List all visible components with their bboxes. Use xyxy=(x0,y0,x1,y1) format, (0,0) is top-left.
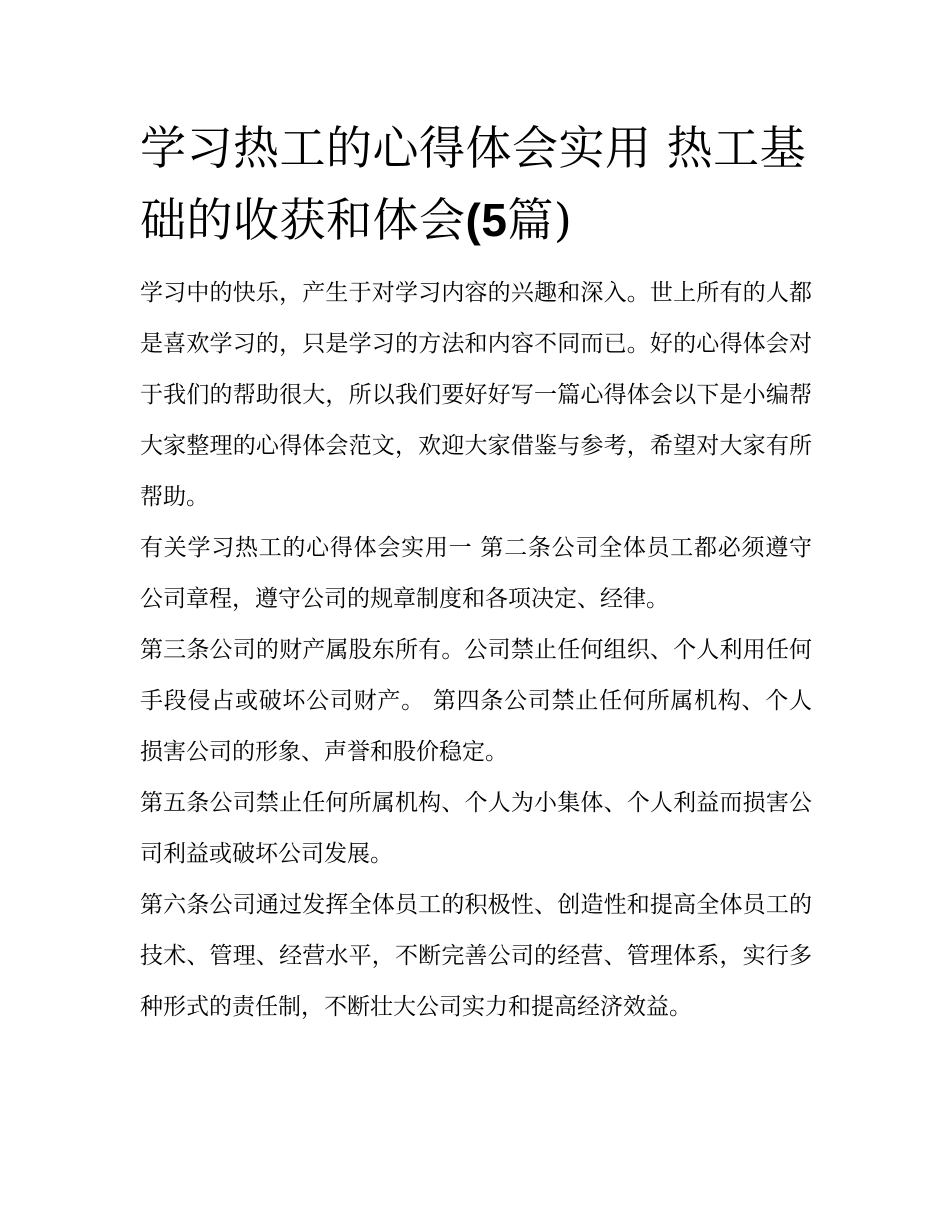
document-title xyxy=(140,112,812,256)
intro-paragraph: 学习中的快乐，产生于对学习内容的兴趣和深入。世上所有的人都是喜欢学习的，只是学习的方法和内容不同而已。好的心得体会对于我们的帮助很大，所以我们要好好写一篇心得体会以下是小编帮大家整理的心得体会范文，欢迎大家借鉴与参考，希望对大家有所帮助。 xyxy=(140,280,812,510)
title-spacer xyxy=(140,256,812,268)
document-content xyxy=(140,112,812,1033)
body-paragraph: 第五条公司禁止任何所属机构、个人为小集体、个人利益而损害公司利益或破坏公司发展。 xyxy=(140,790,812,867)
title-count-text: (5 xyxy=(465,194,508,246)
body-paragraph: 第三条公司的财产属股东所有。公司禁止任何组织、个人利用任何手段侵占或破坏公司财产。 第四条公司禁止任何所属机构、个人损害公司的形象、声誉和股价稳定。 xyxy=(140,637,812,765)
title-main-text: 学习热工的心得体会实用 热工基础的收获和体会 xyxy=(140,121,807,247)
body-paragraph: 第六条公司通过发挥全体员工的积极性、创造性和提高全体员工的技术、管理、经营水平，不断完善公司的经营、管理体系，实行多种形式的责任制，不断壮大公司实力和提高经济效益。 xyxy=(140,892,812,1020)
title-suffix-text: 篇) xyxy=(507,193,573,247)
body-paragraph: 有关学习热工的心得体会实用一 第二条公司全体员工都必须遵守公司章程，遵守公司的规章制度和各项决定、经律。 xyxy=(140,535,812,612)
